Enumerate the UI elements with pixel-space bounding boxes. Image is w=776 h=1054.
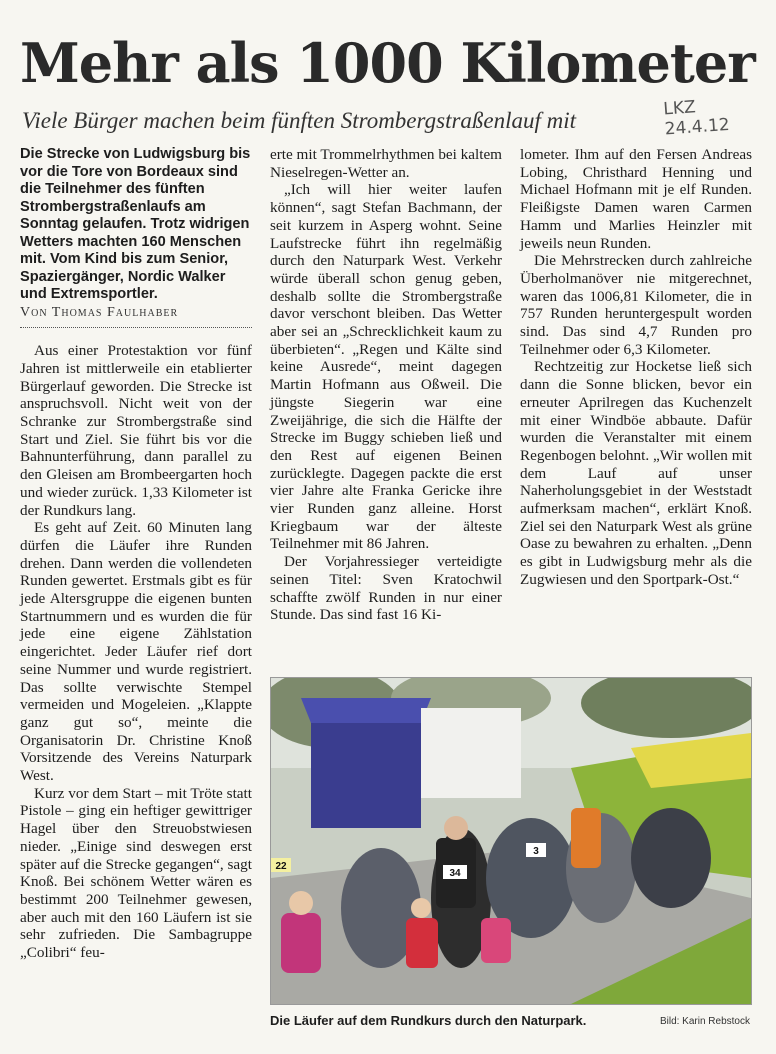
handwritten-note: LKZ 24.4.12: [662, 97, 731, 140]
paragraph: „Ich will hier weiter laufen können“, sagt Stefan Bachmann, der seit kurzem in Asperg wohnt. Seine Laufstrecke führt ihn regelmäßig durch den Naturpark West. Verkehr würde überall schon genug geben, deshalb sollte die Strombergstraße davor verschont bleiben. Das Wetter aber sei an „Schrecklichkeit kaum zu überbieten“. „Regen und Kälte sind keine Ausrede“, meint dagegen Martin Hofmann aus Oßweil. Die jüngste Siegerin war eine Zweijährige, die sich die Hälfte der Strecke im Buggy schieben ließ und den Rest auf eigenen Beinen zurücklegte. Dagegen packte die erst vier Jahre alte Franka Gericke ihre vier Runden ganz alleine. Horst Kriegbaum war der älteste Teilnehmer mit 86 Jahren.: [270, 181, 502, 553]
paragraph: Aus einer Protestaktion vor fünf Jahren ist mittlerweile ein etablierter Bürgerlauf geworden. Die Strecke ist anspruchsvoll. Nicht weit von der Schranke zur Strombergstraße sind Start und Ziel. Sie führt bis vor die Bahnunterführung, dann parallel zu den Gleisen am Brombeergarten hoch und wieder zurück. 1,33 Kilometer ist der Rundkurs lang.: [20, 342, 252, 519]
paragraph: Rechtzeitig zur Hocketse ließ sich dann die Sonne blicken, bevor ein erneuter Aprilregen das Kuchenzelt mit einer Windböe abbaute. Dafür wurden die Veranstalter mit einem Regenbogen belohnt. „Wir wollen mit dem Lauf auf unser Naherholungsgebiet in der Weststadt aufmerksam machen“, erklärt Knoß. Ziel sei den Naturpark West als grüne Oase zu bewahren zu erhalten. „Denn es gibt in Ludwigsburg mehr als die Zugwiesen und den Sportpark-Ost.“: [520, 358, 752, 588]
bib-number: 34: [449, 868, 461, 879]
paragraph: Kurz vor dem Start – mit Tröte statt Pistole – ging ein heftiger gewittriger Hagel über den Streuobstwiesen nieder. „Einige sind deswegen erst später auf die Strecke gegangen“, sagt Knoß. Bei schönem Wetter wären es bestimmt 200 Teilnehmer gewesen, aber auch mit den 160 Läufern ist sie sehr zufrieden. Die Sambagruppe „Colibri“ feu-: [20, 784, 252, 962]
headline: Mehr als 1000 Kilometer: [20, 31, 755, 95]
subheadline: Viele Bürger machen beim fünften Strombergstraßenlauf mit: [22, 108, 577, 133]
bib-number: 22: [275, 861, 287, 872]
paragraph: Der Vorjahressieger verteidigte seinen Titel: Sven Kratochwil schaffte zwölf Runden in nur einer Stunde. Das sind fast 16 Ki-: [270, 553, 502, 624]
paragraph: erte mit Trommelrhythmen bei kaltem Nieselregen-Wetter an.: [270, 146, 502, 181]
paragraph: Es geht auf Zeit. 60 Minuten lang dürfen die Läufer ihre Runden drehen. Dann werden die vollendeten Runden gewertet. Erstmals gibt es für jede Altersgruppe die eigenen bunten Startnummern und es wurden die für jede eine eigene Zählstation eingerichtet. Jeder Läufer rief dort seine Nummer und wurde registriert. Das sollte verwischte Stempel vermeiden und Mogeleien. „Klappte ganz gut so“, meinte die Organisatorin Dr. Christine Knoß Vorsitzende des Vereins Naturpark West.: [20, 519, 252, 785]
article-intro: Die Strecke von Ludwigsburg bis vor die Tore von Bordeaux sind die Teilnehmer des fünften Strombergstraßenlaufs am Sonntag gelaufen. Trotz widrigen Wetters machten 160 Menschen mit. Vom Kind bis zum Senior, Spaziergänger, Nordic Walker und Extremsportler.: [20, 146, 251, 302]
paragraph: Die Mehrstrecken durch zahlreiche Überholmanöver nie mitgerechnet, waren das 1006,81 Kilometer, die in 757 Runden heruntergespult worden sind. Das sind 4,7 Runden pro Teilnehmer oder 6,3 Kilometer.: [520, 252, 752, 358]
byline: Von Thomas Faulhaber: [20, 304, 252, 329]
column-2: [270, 146, 502, 624]
photo-runners: [271, 678, 751, 1004]
photo-caption: Die Läufer auf dem Rundkurs durch den Naturpark.: [270, 1013, 587, 1028]
column-3: [520, 146, 752, 589]
paragraph: lometer. Ihm auf den Fersen Andreas Lobing, Christhard Henning und Michael Hofmann mit je elf Runden. Fleißigste Damen waren Carmen Hamm und Marlies Heinzler mit jeweils neun Runden.: [520, 146, 752, 252]
column-1: [20, 146, 252, 962]
photo-caption-row: [270, 1012, 750, 1030]
bib-number: 3: [533, 846, 539, 857]
article-photo: [270, 677, 752, 1005]
photo-credit: Bild: Karin Rebstock: [659, 1016, 750, 1027]
